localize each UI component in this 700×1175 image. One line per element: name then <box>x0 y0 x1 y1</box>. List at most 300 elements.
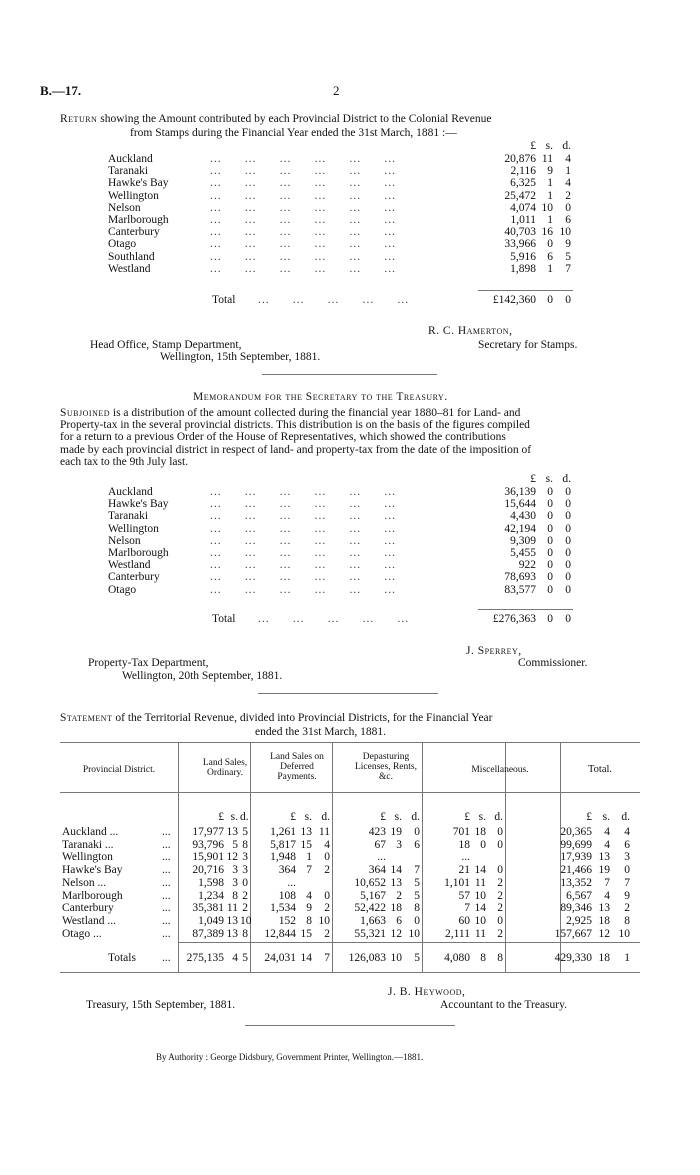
table-top-rule <box>60 742 640 743</box>
cell-pence: 0 <box>242 876 248 889</box>
amount-shillings: 0 <box>547 238 553 251</box>
district-name: Auckland ... <box>62 826 119 838</box>
leader-dots: ... <box>162 838 171 851</box>
cell-shillings: 14 <box>474 902 486 915</box>
cell-pounds: 1,261 <box>270 826 296 838</box>
cell-pounds: ... <box>287 876 296 889</box>
header-land-sales: Land Sales, Ordinary. <box>202 758 248 778</box>
amount-pounds: 25,472 <box>504 189 536 202</box>
cell-shillings: 3 <box>232 876 238 889</box>
table-bottom-rule <box>60 972 640 973</box>
total-pence: 5 <box>242 952 248 964</box>
memo-line-5: each tax to the 9th July last. <box>60 455 189 468</box>
amount-pounds: 40,703 <box>504 226 536 239</box>
col-divider-5 <box>505 742 506 972</box>
stamps-title-lead: Return <box>60 113 98 125</box>
district-name: Auckland <box>108 153 153 165</box>
district-name: Otago <box>108 238 137 251</box>
cell-shillings: 19 <box>390 826 402 838</box>
stamps-total-label: Total <box>212 294 236 306</box>
district-name: Taranaki <box>108 165 149 178</box>
leader-dots: ... ... ... ... ... ... <box>210 510 396 523</box>
cell-shillings: 8 <box>232 889 238 902</box>
stamps-office-date: Wellington, 15th September, 1881. <box>160 351 321 363</box>
cell-pence: 7 <box>624 876 630 889</box>
memo-total-rule <box>478 609 573 610</box>
district-name: Auckland <box>108 486 153 498</box>
amount-shillings: 9 <box>547 165 553 178</box>
divider-2 <box>258 693 438 694</box>
total-pence: 8 <box>497 952 503 964</box>
total-pounds: 429,330 <box>554 952 592 964</box>
stamps-title-text: showing the Amount contributed by each Provincial District to the Colonial Revenue <box>100 113 492 125</box>
cell-shillings: 5 <box>232 838 238 851</box>
cell-pence: 7 <box>414 864 420 877</box>
total-pounds: 275,135 <box>186 952 224 964</box>
cell-pounds: 364 <box>278 864 296 877</box>
cell-shillings: 4 <box>604 826 610 838</box>
total-pounds: £276,363 <box>492 613 536 625</box>
col-divider-3 <box>332 742 333 972</box>
cell-shillings: 12 <box>598 927 610 940</box>
amount-pence: 2 <box>565 189 571 202</box>
cell-shillings: 18 <box>390 902 402 915</box>
amount-shillings: 1 <box>547 214 553 226</box>
memo-line-3: for a return to a previous Order of the House of Representatives, which showed the contributions <box>60 431 506 444</box>
header-district: Provincial District. <box>82 765 156 775</box>
district-name: Wellington <box>108 522 159 535</box>
amount-pence: 9 <box>565 238 571 251</box>
cell-pence: 4 <box>624 826 630 838</box>
cell-pence: 8 <box>242 927 248 940</box>
district-name: Westland ... <box>62 914 117 927</box>
total-shillings: 8 <box>480 952 486 964</box>
cell-pence: 2 <box>497 889 503 902</box>
amount-shillings: 1 <box>547 189 553 202</box>
total-pence: 1 <box>624 952 630 964</box>
cell-shillings: 14 <box>390 864 402 877</box>
cell-pounds: 423 <box>368 826 386 838</box>
cell-pence: 0 <box>497 838 503 851</box>
amount-pence: 7 <box>565 262 571 275</box>
memo-total-dots: ... ... ... ... ... <box>258 613 410 625</box>
cell-shillings: 18 <box>474 826 486 838</box>
cell-pounds: 12,844 <box>264 927 296 940</box>
cell-pounds: 2,925 <box>566 914 592 927</box>
cell-pence: 0 <box>324 889 330 902</box>
amount-shillings: 11 <box>541 153 553 165</box>
total-pounds: 4,080 <box>444 952 470 964</box>
leader-dots: ... <box>162 851 171 864</box>
cell-shillings: 13 <box>226 914 238 927</box>
district-name: Canterbury <box>108 226 160 239</box>
amount-pence: 1 <box>565 165 571 178</box>
amount-pence: 4 <box>565 177 571 190</box>
leader-dots: ... ... ... ... ... ... <box>210 201 396 214</box>
memo-office: Property-Tax Department, <box>88 657 209 669</box>
leader-dots: ... ... ... ... ... ... <box>210 238 396 251</box>
page-number: 2 <box>333 83 340 98</box>
district-name: Nelson <box>108 534 141 547</box>
total-pounds: £142,360 <box>492 294 536 306</box>
cell-pence: 0 <box>624 864 630 877</box>
cell-pounds: 18 <box>458 838 470 851</box>
memo-title: Memorandum for the Secretary to the Treasury. <box>193 391 448 403</box>
cell-pence: 2 <box>497 927 503 940</box>
leader-dots: ... ... ... ... ... ... <box>210 547 396 559</box>
amount-shillings: 0 <box>547 510 553 523</box>
memo-paragraph <box>60 407 660 468</box>
total-pounds: 24,031 <box>264 952 296 964</box>
divider <box>262 374 437 375</box>
cell-pence: 10 <box>240 914 252 927</box>
amount-pence: 4 <box>565 153 571 165</box>
amount-shillings: 0 <box>547 522 553 535</box>
leader-dots: ... ... ... ... ... ... <box>210 534 396 547</box>
leader-dots: ... ... ... ... ... ... <box>210 214 396 226</box>
cell-shillings: 10 <box>474 914 486 927</box>
memo-total-label: Total <box>212 613 236 625</box>
total-pence: 0 <box>565 613 571 625</box>
cell-pence: 2 <box>624 902 630 915</box>
leader-dots: ... <box>162 927 171 940</box>
total-pence: 5 <box>414 952 420 964</box>
cell-shillings: 14 <box>474 864 486 877</box>
amount-shillings: 16 <box>541 226 553 239</box>
cell-pence: 2 <box>324 864 330 877</box>
amount-pounds: 4,430 <box>510 510 536 523</box>
cell-pounds: 17,939 <box>560 851 592 864</box>
amount-shillings: 6 <box>547 250 553 263</box>
cell-pence: 6 <box>414 838 420 851</box>
district-name: Hawke's Bay <box>108 498 169 511</box>
district-name: Hawke's Bay <box>108 177 169 190</box>
cell-pounds: ... <box>377 851 386 864</box>
unit-label: d. <box>494 811 503 823</box>
amount-shillings: 0 <box>547 583 553 596</box>
cell-shillings: 15 <box>300 838 312 851</box>
cell-pence: 11 <box>318 826 330 838</box>
unit-label: s. <box>304 811 312 823</box>
cell-shillings: 4 <box>604 889 610 902</box>
amount-shillings: 1 <box>547 177 553 190</box>
cell-pounds: 1,049 <box>198 914 224 927</box>
cell-pounds: 701 <box>452 826 470 838</box>
totals-label: Totals <box>108 952 136 964</box>
cell-shillings: 11 <box>474 927 486 940</box>
leader-dots: ... <box>162 826 171 838</box>
stamps-total-rule <box>478 290 573 291</box>
cell-shillings: 13 <box>598 902 610 915</box>
unit-label: £ <box>464 811 470 823</box>
cell-pounds: 5,167 <box>360 889 386 902</box>
cell-shillings: 8 <box>306 914 312 927</box>
amount-pence: 0 <box>565 547 571 559</box>
district-name: Canterbury <box>108 571 160 584</box>
leader-dots: ... <box>162 864 171 877</box>
cell-pounds: 87,389 <box>192 927 224 940</box>
col-divider-2 <box>250 742 251 972</box>
leader-dots: ... <box>162 876 171 889</box>
cell-pence: 8 <box>414 902 420 915</box>
amount-pence: 0 <box>565 522 571 535</box>
footer-rule <box>245 1025 455 1026</box>
statement-signatory: J. B. Heywood, <box>388 986 466 998</box>
cell-pounds: 1,948 <box>270 851 296 864</box>
unit-label: £ <box>586 811 592 823</box>
amount-pence: 0 <box>565 534 571 547</box>
cell-shillings: 2 <box>396 889 402 902</box>
stamps-office: Head Office, Stamp Department, <box>90 339 242 351</box>
leader-dots: ... ... ... ... ... ... <box>210 571 396 584</box>
unit-label: s. <box>478 811 486 823</box>
amount-pence: 0 <box>565 559 571 572</box>
cell-pounds: 67 <box>374 838 386 851</box>
cell-shillings: 9 <box>306 902 312 915</box>
amount-pounds: 4,074 <box>510 201 536 214</box>
amount-pounds: 1,898 <box>510 262 536 275</box>
cell-shillings: 13 <box>226 826 238 838</box>
cell-pounds: 10,652 <box>354 876 386 889</box>
stamps-total-dots: ... ... ... ... ... <box>258 294 410 306</box>
page-ref: B.—17. <box>40 83 82 98</box>
leader-dots: ... ... ... ... ... ... <box>210 583 396 596</box>
amount-shillings: 1 <box>547 262 553 275</box>
cell-pounds: 35,381 <box>192 902 224 915</box>
district-name: Nelson ... <box>62 876 107 889</box>
leader-dots: ... <box>162 902 171 915</box>
table-header-rule <box>60 792 640 793</box>
cell-shillings: 13 <box>226 927 238 940</box>
leader-dots: ... ... ... ... ... ... <box>210 165 396 178</box>
district-name: Otago ... <box>62 927 102 940</box>
cell-pence: 8 <box>624 914 630 927</box>
cell-pence: 10 <box>618 927 630 940</box>
cell-pence: 0 <box>414 826 420 838</box>
amount-pence: 0 <box>565 486 571 498</box>
cell-pence: 3 <box>242 851 248 864</box>
district-name: Wellington <box>108 189 159 202</box>
cell-pounds: 364 <box>368 864 386 877</box>
cell-shillings: 7 <box>604 876 610 889</box>
footer-imprint: By Authority : George Didsbury, Government Printer, Wellington.—1881. <box>156 1052 424 1062</box>
cell-pounds: 20,365 <box>560 826 592 838</box>
amount-pence: 10 <box>559 226 571 239</box>
memo-line-1 <box>60 407 660 419</box>
cell-shillings: 19 <box>598 864 610 877</box>
district-name: Marlborough <box>62 889 123 902</box>
cell-shillings: 7 <box>306 864 312 877</box>
amount-pounds: 83,577 <box>504 583 536 596</box>
cell-pounds: ... <box>461 851 470 864</box>
district-name: Taranaki <box>108 510 149 523</box>
cell-pounds: 21,466 <box>560 864 592 877</box>
unit-label: s. <box>602 811 610 823</box>
leader-dots: ... ... ... ... ... ... <box>210 498 396 511</box>
cell-shillings: 4 <box>604 838 610 851</box>
unit-label: d. <box>411 811 420 823</box>
amount-pounds: 9,309 <box>510 534 536 547</box>
memo-lead: Subjoined <box>60 407 111 419</box>
cell-pence: 9 <box>624 889 630 902</box>
cell-pounds: 21 <box>458 864 470 877</box>
cell-pence: 5 <box>414 889 420 902</box>
cell-shillings: 6 <box>396 914 402 927</box>
amount-pounds: 6,325 <box>510 177 536 190</box>
unit-label: s. <box>394 811 402 823</box>
amount-pence: 0 <box>565 510 571 523</box>
unit-label: s. <box>545 140 553 152</box>
cell-pence: 2 <box>497 902 503 915</box>
cell-pence: 2 <box>242 889 248 902</box>
unit-label: £ <box>530 140 536 152</box>
cell-pounds: 52,422 <box>354 902 386 915</box>
cell-shillings: 13 <box>390 876 402 889</box>
unit-label: d. <box>240 811 249 823</box>
unit-label: £ <box>380 811 386 823</box>
cell-pounds: 57 <box>458 889 470 902</box>
amount-pence: 5 <box>565 250 571 263</box>
amount-pence: 0 <box>565 583 571 596</box>
cell-pence: 10 <box>318 914 330 927</box>
cell-shillings: 1 <box>306 851 312 864</box>
total-shillings: 4 <box>232 952 238 964</box>
cell-pence: 0 <box>497 826 503 838</box>
amount-pounds: 5,455 <box>510 547 536 559</box>
district-name: Westland <box>108 559 151 572</box>
memo-line-4: made by each provincial district in respect of land- and property-tax from the date of the imposition of <box>60 443 532 456</box>
header-depasturing: Depasturing Licenses, Rents, &c. <box>354 752 417 782</box>
district-name: Marlborough <box>108 547 169 559</box>
cell-shillings: 15 <box>300 927 312 940</box>
cell-pence: 0 <box>497 914 503 927</box>
district-name: Taranaki ... <box>62 838 114 851</box>
total-shillings: 0 <box>547 613 553 625</box>
cell-pounds: 60 <box>458 914 470 927</box>
cell-pounds: 108 <box>278 889 296 902</box>
leader-dots: ... ... ... ... ... ... <box>210 177 396 190</box>
stamps-signatory-title: Secretary for Stamps. <box>478 339 578 351</box>
unit-label: d. <box>562 140 571 152</box>
amount-pounds: 20,876 <box>504 153 536 165</box>
cell-pounds: 89,346 <box>560 902 592 915</box>
cell-pounds: 152 <box>278 914 296 927</box>
cell-shillings: 13 <box>300 826 312 838</box>
cell-shillings: 12 <box>226 851 238 864</box>
unit-label: d. <box>621 811 630 823</box>
memo-signatory-title: Commissioner. <box>518 657 588 669</box>
total-shillings: 18 <box>598 952 610 964</box>
cell-shillings: 3 <box>396 838 402 851</box>
amount-pounds: 922 <box>518 559 536 572</box>
amount-pounds: 15,644 <box>504 498 536 511</box>
unit-label: £ <box>290 811 296 823</box>
district-name: Otago <box>108 583 137 596</box>
amount-pounds: 78,693 <box>504 571 536 584</box>
statement-office: Treasury, 15th September, 1881. <box>86 999 236 1011</box>
statement-signatory-title: Accountant to the Treasury. <box>440 999 568 1011</box>
cell-pounds: 17,977 <box>192 826 224 838</box>
cell-pence: 6 <box>624 838 630 851</box>
total-pence: 7 <box>324 952 330 964</box>
cell-pounds: 99,699 <box>560 838 592 851</box>
total-shillings: 0 <box>547 294 553 306</box>
table-totals-rule <box>178 942 640 943</box>
district-name: Marlborough <box>108 214 169 226</box>
cell-pence: 0 <box>324 851 330 864</box>
cell-pounds: 13,352 <box>560 876 592 889</box>
leader-dots: ... ... ... ... ... ... <box>210 226 396 239</box>
header-deferred: Land Sales on Deferred Payments. <box>270 752 324 782</box>
leader-dots: ... ... ... ... ... ... <box>210 153 396 165</box>
cell-pence: 2 <box>324 902 330 915</box>
cell-pence: 0 <box>414 914 420 927</box>
totals-dots: ... <box>162 952 171 964</box>
unit-label: s. <box>230 811 238 823</box>
cell-pounds: 5,817 <box>270 838 296 851</box>
cell-shillings: 18 <box>598 914 610 927</box>
cell-pounds: 93,796 <box>192 838 224 851</box>
total-pounds: 126,083 <box>348 952 386 964</box>
amount-pounds: 36,139 <box>504 486 536 498</box>
cell-pence: 2 <box>242 902 248 915</box>
cell-pence: 2 <box>497 876 503 889</box>
unit-label: d. <box>562 473 571 485</box>
unit-label: £ <box>218 811 224 823</box>
amount-pence: 0 <box>565 201 571 214</box>
cell-shillings: 12 <box>390 927 402 940</box>
cell-pence: 10 <box>408 927 420 940</box>
cell-shillings: 11 <box>226 902 238 915</box>
district-name: Canterbury <box>62 902 114 915</box>
amount-shillings: 0 <box>547 498 553 511</box>
cell-pence: 5 <box>414 876 420 889</box>
cell-pounds: 7 <box>464 902 470 915</box>
cell-pounds: 1,101 <box>444 876 470 889</box>
cell-pounds: 20,716 <box>192 864 224 877</box>
cell-pounds: 2,111 <box>444 927 470 940</box>
total-pence: 0 <box>565 294 571 306</box>
memo-line-2: Property-tax in the several provincial districts. This distribution is on the basis of the figures compiled <box>60 419 530 432</box>
leader-dots: ... <box>162 914 171 927</box>
district-name: Wellington <box>62 851 113 864</box>
cell-pounds: 157,667 <box>554 927 592 940</box>
leader-dots: ... ... ... ... ... ... <box>210 486 396 498</box>
unit-label: £ <box>530 473 536 485</box>
header-misc: Miscellaneous. <box>471 765 529 775</box>
leader-dots: ... ... ... ... ... ... <box>210 250 396 263</box>
cell-pence: 0 <box>497 864 503 877</box>
amount-pence: 0 <box>565 498 571 511</box>
unit-label: d. <box>321 811 330 823</box>
memo-office-date: Wellington, 20th September, 1881. <box>122 670 283 682</box>
district-name: Southland <box>108 250 155 263</box>
amount-shillings: 0 <box>547 534 553 547</box>
cell-pence: 5 <box>242 826 248 838</box>
amount-shillings: 0 <box>547 559 553 572</box>
amount-pence: 0 <box>565 571 571 584</box>
amount-pence: 6 <box>565 214 571 226</box>
total-shillings: 14 <box>300 952 312 964</box>
cell-pounds: 15,901 <box>192 851 224 864</box>
total-shillings: 10 <box>390 952 402 964</box>
cell-shillings: 11 <box>474 876 486 889</box>
amount-pounds: 33,966 <box>504 238 536 251</box>
cell-shillings: 10 <box>474 889 486 902</box>
cell-pounds: 55,321 <box>354 927 386 940</box>
leader-dots: ... ... ... ... ... ... <box>210 262 396 275</box>
amount-pounds: 42,194 <box>504 522 536 535</box>
